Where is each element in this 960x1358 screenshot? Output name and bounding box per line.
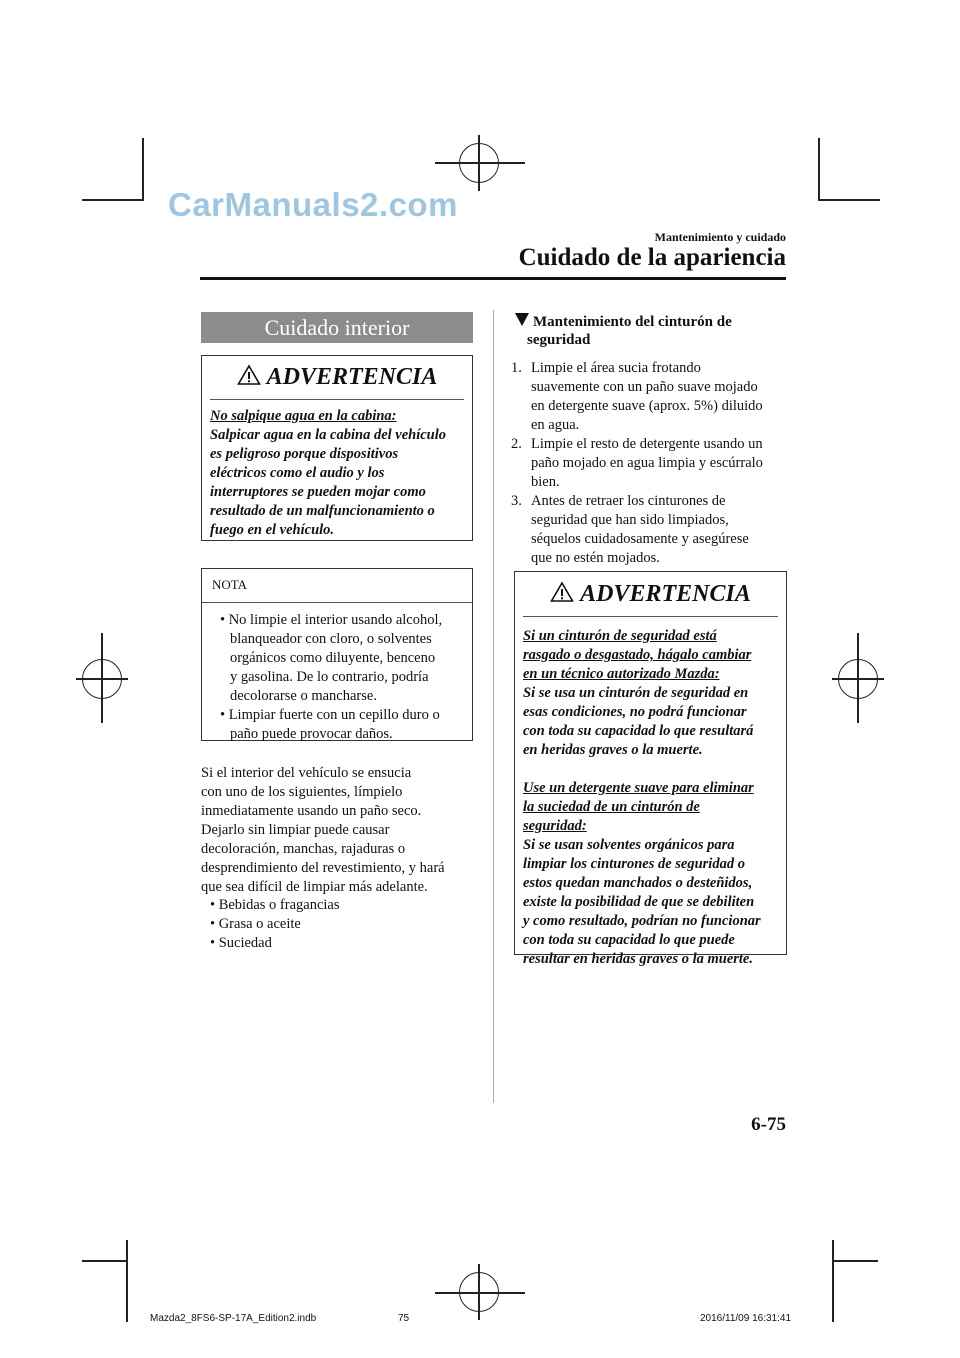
warning-heading: No salpique agua en la cabina: — [210, 408, 397, 424]
warning-box-seatbelt — [514, 571, 787, 967]
page-title: Cuidado de la apariencia — [518, 244, 786, 271]
note-box — [201, 568, 473, 741]
warning-header — [202, 364, 472, 391]
watermark-logo: CarManuals2.com — [168, 186, 458, 223]
interior-paragraph: Si el interior del vehículo se ensucia con uno de los siguientes, límpielo inmediatamente usando un paño seco. Dejarlo sin limpiar puede causar decoloración, manchas, rajaduras o desprendimiento del revestimiento, y hará que sea difícil de limpiar más adelante. — [201, 765, 445, 895]
page-number: 6-75 — [751, 1114, 786, 1135]
column-divider — [493, 310, 494, 1103]
note-list — [214, 611, 469, 744]
warning-divider — [523, 616, 778, 617]
step-item: 3. Antes de retraer los cinturones de seguridad que han sido limpiados, séquelos cuidadosamente y asegúrese que no estén mojados. — [511, 493, 749, 566]
warning-header — [515, 581, 786, 608]
section-banner: Cuidado interior — [201, 312, 473, 343]
footer-page: 75 — [398, 1313, 410, 1324]
header-divider — [200, 277, 786, 280]
warning-label: ADVERTENCIA — [266, 364, 438, 390]
warning-triangle-icon — [550, 581, 574, 603]
note-item: • No limpie el interior usando alcohol, blanqueador con cloro, o solventes orgánicos como diluyente, benceno y gasolina. De lo contrario, podría decolorarse o mancharse. — [220, 612, 443, 704]
section-heading: Mantenimiento del cinturón de seguridad — [515, 313, 785, 349]
warning-text: Si un cinturón de seguridad está rasgado o desgastado, hágalo cambiar en un técnico autorizado Mazda: Si se usa un cinturón de seguridad en esas condiciones, no podrá funcionar con toda su capacidad lo que resultará en heridas graves o la muerte. Use un detergente suave para eliminar la suciedad de un cinturón de seguridad: Si se usan solventes orgánicos para limpiar los cinturones de seguridad o estos quedan manchados o desteñidos, existe la posibilidad de que se debiliten y como resultado, podrían no funcionar con toda su capacidad lo que puede resultar en heridas graves o la muerte. — [523, 628, 761, 967]
warning-text: No salpique agua en la cabina: Salpicar agua en la cabina del vehículo es peligroso porque dispositivos eléctricos como el audio y los interruptores se pueden mojar como resultado de un malfuncionamiento o fuego en el vehículo. — [210, 407, 472, 540]
cleaning-steps — [511, 359, 791, 568]
note-divider — [202, 602, 472, 603]
step-item: 1. Limpie el área sucia frotando suavemente con un paño suave mojado en detergente suave (aprox. 5%) diluido en agua. — [511, 360, 763, 433]
warning-triangle-icon — [237, 364, 261, 386]
warning-divider — [210, 399, 464, 400]
note-label: NOTA — [212, 577, 248, 592]
list-item: • Bebidas o fragancias — [210, 897, 340, 913]
warning-label: ADVERTENCIA — [580, 581, 751, 607]
list-item: • Suciedad — [210, 935, 272, 951]
footer-filename: Mazda2_8FS6-SP-17A_Edition2.indb — [150, 1313, 317, 1324]
warning-box-cabin — [201, 355, 473, 541]
chapter-title: Mantenimiento y cuidado — [654, 230, 786, 244]
triangle-down-icon — [515, 313, 529, 326]
stain-list — [210, 896, 470, 953]
list-item: • Grasa o aceite — [210, 916, 301, 932]
footer-timestamp: 2016/11/09 16:31:41 — [700, 1313, 792, 1324]
note-item: • Limpiar fuerte con un cepillo duro o paño puede provocar daños. — [220, 707, 440, 742]
step-item: 2. Limpie el resto de detergente usando un paño mojado en agua limpia y escúrralo bien. — [511, 436, 763, 490]
